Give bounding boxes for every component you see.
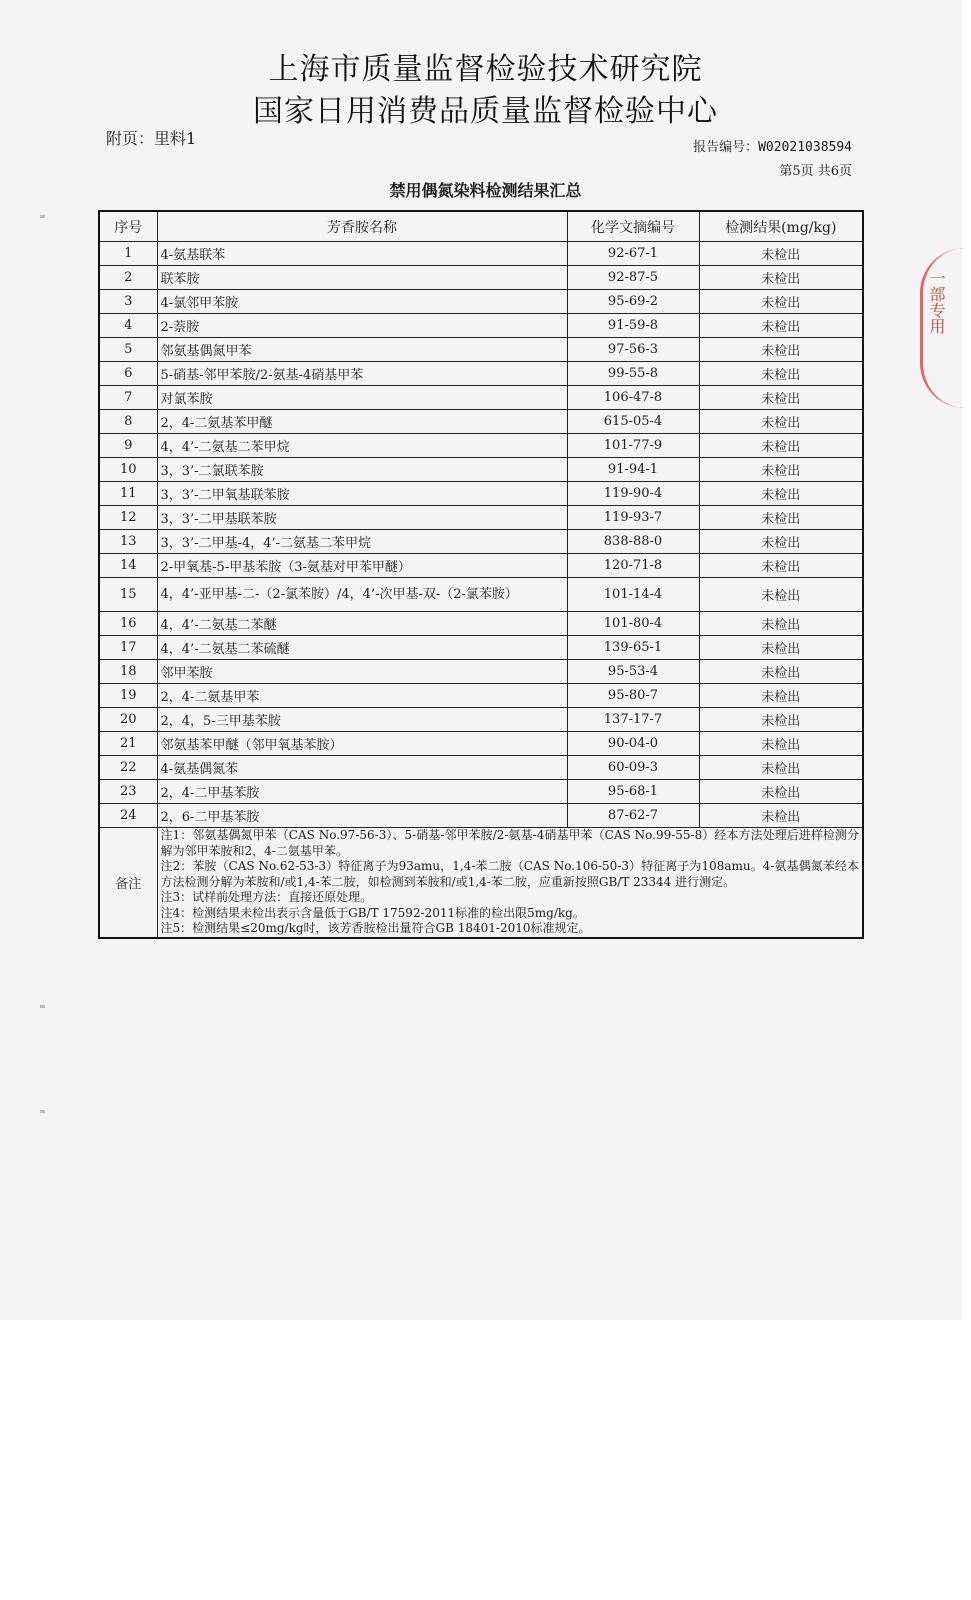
center-name: 国家日用消费品质量监督检验中心 [253, 94, 718, 129]
row-result: 未检出 [699, 434, 863, 458]
row-amine-name: 4，4’-二氨基二苯硫醚 [157, 636, 567, 660]
row-result: 未检出 [699, 804, 863, 828]
scan-mark [40, 215, 45, 218]
row-result: 未检出 [699, 362, 863, 386]
row-index: 15 [99, 578, 157, 612]
row-index: 16 [99, 612, 157, 636]
row-amine-name: 联苯胺 [157, 266, 567, 290]
table-row [99, 660, 863, 684]
table-row [99, 410, 863, 434]
institution-name: 上海市质量监督检验技术研究院 [268, 52, 703, 87]
row-amine-name: 2-甲氧基-5-甲基苯胺（3-氨基对甲苯甲醚） [157, 554, 567, 578]
row-cas-number: 95-53-4 [567, 660, 699, 684]
row-cas-number: 120-71-8 [567, 554, 699, 578]
row-cas-number: 838-88-0 [567, 530, 699, 554]
row-result: 未检出 [699, 612, 863, 636]
row-index: 12 [99, 506, 157, 530]
scan-mark [40, 1110, 45, 1113]
report-number [693, 136, 852, 155]
row-amine-name: 对氯苯胺 [157, 386, 567, 410]
row-cas-number: 101-14-4 [567, 578, 699, 612]
column-header-index: 序号 [99, 211, 157, 242]
row-cas-number: 119-90-4 [567, 482, 699, 506]
column-header-result: 检测结果(mg/kg) [699, 211, 863, 242]
table-row [99, 242, 863, 266]
row-amine-name: 4，4’-二氨基二苯醚 [157, 612, 567, 636]
row-index: 9 [99, 434, 157, 458]
row-cas-number: 119-93-7 [567, 506, 699, 530]
table-row [99, 636, 863, 660]
row-amine-name: 4，4’-亚甲基-二-（2-氯苯胺）/4，4’-次甲基-双-（2-氯苯胺） [157, 578, 567, 612]
row-result: 未检出 [699, 290, 863, 314]
row-index: 11 [99, 482, 157, 506]
row-cas-number: 95-68-1 [567, 780, 699, 804]
row-amine-name: 2，4-二氨基苯甲醚 [157, 410, 567, 434]
scan-mark [40, 1005, 45, 1008]
row-result: 未检出 [699, 636, 863, 660]
row-index: 5 [99, 338, 157, 362]
notes-label: 备注 [99, 828, 157, 938]
row-index: 23 [99, 780, 157, 804]
table-row [99, 756, 863, 780]
notes-cell [157, 828, 863, 938]
table-row [99, 708, 863, 732]
table-row [99, 314, 863, 338]
row-cas-number: 615-05-4 [567, 410, 699, 434]
row-cas-number: 95-69-2 [567, 290, 699, 314]
table-row [99, 362, 863, 386]
row-cas-number: 87-62-7 [567, 804, 699, 828]
row-amine-name: 2-萘胺 [157, 314, 567, 338]
row-result: 未检出 [699, 338, 863, 362]
row-index: 7 [99, 386, 157, 410]
row-cas-number: 139-65-1 [567, 636, 699, 660]
notes-row [99, 828, 863, 938]
row-index: 1 [99, 242, 157, 266]
table-row [99, 266, 863, 290]
row-cas-number: 95-80-7 [567, 684, 699, 708]
row-amine-name: 3，3’-二甲基联苯胺 [157, 506, 567, 530]
row-result: 未检出 [699, 410, 863, 434]
row-index: 24 [99, 804, 157, 828]
table-row [99, 530, 863, 554]
report-number-value: W02021038594 [758, 140, 852, 155]
row-result: 未检出 [699, 458, 863, 482]
note-1: 注1：邻氨基偶氮甲苯（CAS No.97-56-3）、5-硝基-邻甲苯胺/2-氨基-4硝基甲苯（CAS No.99-55-8）经本方法处理后进样检测分解为邻甲苯胺和2，4-二氨基甲苯。 [160, 828, 859, 858]
row-cas-number: 106-47-8 [567, 386, 699, 410]
row-result: 未检出 [699, 732, 863, 756]
row-amine-name: 邻甲苯胺 [157, 660, 567, 684]
table-row [99, 338, 863, 362]
row-result: 未检出 [699, 266, 863, 290]
row-index: 8 [99, 410, 157, 434]
results-table [98, 210, 864, 939]
table-row [99, 780, 863, 804]
table-row [99, 578, 863, 612]
table-row [99, 732, 863, 756]
table-row [99, 458, 863, 482]
table-row [99, 506, 863, 530]
row-result: 未检出 [699, 660, 863, 684]
row-amine-name: 3，3’-二氯联苯胺 [157, 458, 567, 482]
row-cas-number: 97-56-3 [567, 338, 699, 362]
column-header-amine-name: 芳香胺名称 [157, 211, 567, 242]
column-header-cas-number: 化学文摘编号 [567, 211, 699, 242]
row-cas-number: 90-04-0 [567, 732, 699, 756]
row-result: 未检出 [699, 780, 863, 804]
row-cas-number: 60-09-3 [567, 756, 699, 780]
row-index: 17 [99, 636, 157, 660]
row-index: 10 [99, 458, 157, 482]
row-amine-name: 5-硝基-邻甲苯胺/2-氨基-4硝基甲苯 [157, 362, 567, 386]
row-result: 未检出 [699, 578, 863, 612]
row-index: 21 [99, 732, 157, 756]
row-amine-name: 4-氨基联苯 [157, 242, 567, 266]
row-amine-name: 4-氯邻甲苯胺 [157, 290, 567, 314]
table-row [99, 482, 863, 506]
row-result: 未检出 [699, 554, 863, 578]
row-index: 2 [99, 266, 157, 290]
row-result: 未检出 [699, 482, 863, 506]
table-header-row [99, 211, 863, 242]
row-amine-name: 2，4，5-三甲基苯胺 [157, 708, 567, 732]
row-index: 18 [99, 660, 157, 684]
row-cas-number: 101-77-9 [567, 434, 699, 458]
table-row [99, 554, 863, 578]
row-amine-name: 2，4-二氨基甲苯 [157, 684, 567, 708]
row-result: 未检出 [699, 242, 863, 266]
row-cas-number: 91-59-8 [567, 314, 699, 338]
row-amine-name: 邻氨基苯甲醚（邻甲氧基苯胺） [157, 732, 567, 756]
table-title: 禁用偶氮染料检测结果汇总 [389, 181, 582, 200]
report-number-label: 报告编号： [693, 140, 759, 155]
table-row [99, 612, 863, 636]
table-row [99, 804, 863, 828]
row-cas-number: 92-87-5 [567, 266, 699, 290]
note-3: 注3：试样前处理方法：直接还原处理。 [160, 890, 373, 904]
row-index: 20 [99, 708, 157, 732]
row-amine-name: 4-氨基偶氮苯 [157, 756, 567, 780]
row-result: 未检出 [699, 314, 863, 338]
note-5: 注5：检测结果≤20mg/kg时，该芳香胺检出量符合GB 18401-2010标准规定。 [160, 921, 591, 935]
row-index: 22 [99, 756, 157, 780]
row-cas-number: 92-67-1 [567, 242, 699, 266]
row-result: 未检出 [699, 506, 863, 530]
row-cas-number: 137-17-7 [567, 708, 699, 732]
row-result: 未检出 [699, 756, 863, 780]
row-amine-name: 2，6-二甲基苯胺 [157, 804, 567, 828]
row-result: 未检出 [699, 684, 863, 708]
row-result: 未检出 [699, 386, 863, 410]
note-2: 注2：苯胺（CAS No.62-53-3）特征离子为93amu，1,4-苯二胺（CAS No.106-50-3）特征离子为108amu。4-氨基偶氮苯经本方法检测分解为苯胺和/或1,4-苯二胺，如检测到苯胺和/或1,4-苯二胺，应重新按照GB/T 23344 进行测定。 [160, 859, 859, 889]
row-index: 3 [99, 290, 157, 314]
row-result: 未检出 [699, 530, 863, 554]
note-4: 注4：检测结果未检出表示含量低于GB/T 17592-2011标准的检出限5mg/kg。 [160, 905, 585, 920]
row-amine-name: 2，4-二甲基苯胺 [157, 780, 567, 804]
row-amine-name: 3，3’-二甲氧基联苯胺 [157, 482, 567, 506]
table-row [99, 684, 863, 708]
seal-stamp-text: 一部专用 [927, 270, 946, 334]
table-row [99, 434, 863, 458]
row-cas-number: 99-55-8 [567, 362, 699, 386]
row-cas-number: 101-80-4 [567, 612, 699, 636]
row-index: 13 [99, 530, 157, 554]
row-result: 未检出 [699, 708, 863, 732]
table-row [99, 386, 863, 410]
row-amine-name: 邻氨基偶氮甲苯 [157, 338, 567, 362]
table-row [99, 290, 863, 314]
row-index: 6 [99, 362, 157, 386]
appendix-label: 附页：里料1 [106, 129, 197, 148]
row-amine-name: 4，4’-二氨基二苯甲烷 [157, 434, 567, 458]
row-cas-number: 91-94-1 [567, 458, 699, 482]
row-index: 14 [99, 554, 157, 578]
row-index: 4 [99, 314, 157, 338]
page-info: 第5页 共6页 [779, 164, 852, 179]
row-index: 19 [99, 684, 157, 708]
row-amine-name: 3，3’-二甲基-4，4’-二氨基二苯甲烷 [157, 530, 567, 554]
